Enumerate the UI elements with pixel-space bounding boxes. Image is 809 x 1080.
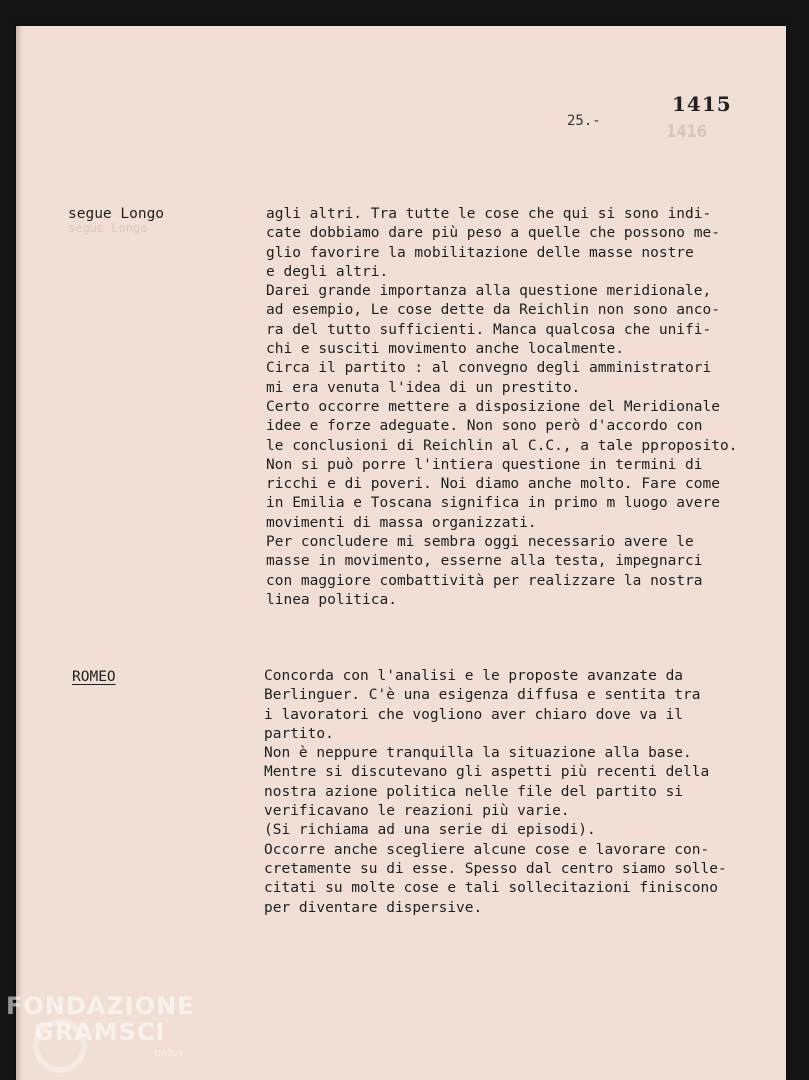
binding-edge <box>16 26 22 1080</box>
bleed-through-number: 1416 <box>666 122 707 142</box>
text-line: idee e forze adeguate. Non sono però d'accordo con <box>266 418 703 435</box>
text-line: chi e susciti movimento anche localmente. <box>266 341 624 358</box>
speaker-label-romeo: ROMEO <box>72 669 116 685</box>
page-number: 25.- <box>567 113 601 129</box>
archive-stamp-number: 1415 <box>672 92 732 116</box>
text-line: i lavoratori che vogliono aver chiaro dove va il <box>264 706 684 723</box>
text-line: Concorda con l'analisi e le proposte avanzate da <box>264 668 684 684</box>
text-line: Per concludere mi sembra oggi necessario avere le <box>266 534 694 551</box>
text-line: e degli altri. <box>266 263 389 280</box>
text-line: nostra azione politica nelle file del partito si <box>264 783 684 800</box>
fondazione-gramsci-watermark <box>4 992 204 1072</box>
text-line: movimenti di massa organizzati. <box>266 514 537 531</box>
speech-text-longo <box>266 205 737 610</box>
text-line: Occorre anche scegliere alcune cose e lavorare con- <box>264 841 710 858</box>
text-line: (Si richiama ad una serie di episodi). <box>264 822 596 839</box>
text-line: mi era venuta l'idea di un prestito. <box>266 379 581 396</box>
text-line: Mentre si discutevano gli aspetti più recenti della <box>264 764 710 781</box>
text-line: partito. <box>264 725 334 742</box>
text-line: agli altri. Tra tutte le cose che qui si sono indi- <box>266 206 712 222</box>
text-line: Berlinguer. C'è una esigenza diffusa e sentita tra <box>264 687 701 704</box>
text-line: cate dobbiamo dare più peso a quelle che possono me- <box>266 225 720 242</box>
text-line: Certo occorre mettere a disposizione del Meridionale <box>266 398 720 415</box>
text-line: ad esempio, Le cose dette da Reichlin non sono anco- <box>266 302 720 319</box>
text-line: per diventare dispersive. <box>264 899 483 916</box>
watermark-line-1: FONDAZIONE <box>6 992 195 1020</box>
text-line: citati su molte cose e tali sollecitazioni finiscono <box>264 880 718 897</box>
text-line: con maggiore combattività per realizzare la nostra <box>266 572 703 589</box>
speech-text-romeo <box>264 667 727 918</box>
text-line: linea politica. <box>266 591 397 608</box>
text-line: Darei grande importanza alla questione meridionale, <box>266 283 712 300</box>
text-line: Non è neppure tranquilla la situazione alla base. <box>264 745 692 762</box>
text-line: ra del tutto sufficienti. Manca qualcosa che unifi- <box>266 321 712 338</box>
text-line: in Emilia e Toscana significa in primo m luogo avere <box>266 495 720 512</box>
text-line: verificavano le reazioni più varie. <box>264 803 570 820</box>
text-line: cretamente su di esse. Spesso dal centro siamo solle- <box>264 860 727 877</box>
text-line: ricchi e di poveri. Noi diamo anche molto. Fare come <box>266 476 720 493</box>
document-page <box>16 26 786 1080</box>
watermark-small: onlus <box>154 1046 184 1059</box>
speaker-label-longo: segue Longo <box>68 206 165 222</box>
watermark-line-2: GRAMSCI <box>34 1018 166 1046</box>
bleed-through-label: segue Longo <box>68 221 148 235</box>
text-line: le conclusioni di Reichlin al C.C., a tale pproposito. <box>266 437 738 454</box>
text-line: masse in movimento, esserne alla testa, impegnarci <box>266 553 703 570</box>
text-line: Non si può porre l'intiera questione in termini di <box>266 456 703 473</box>
text-line: Circa il partito : al convegno degli amministratori <box>266 360 712 377</box>
text-line: glio favorire la mobilitazione delle masse nostre <box>266 244 694 261</box>
